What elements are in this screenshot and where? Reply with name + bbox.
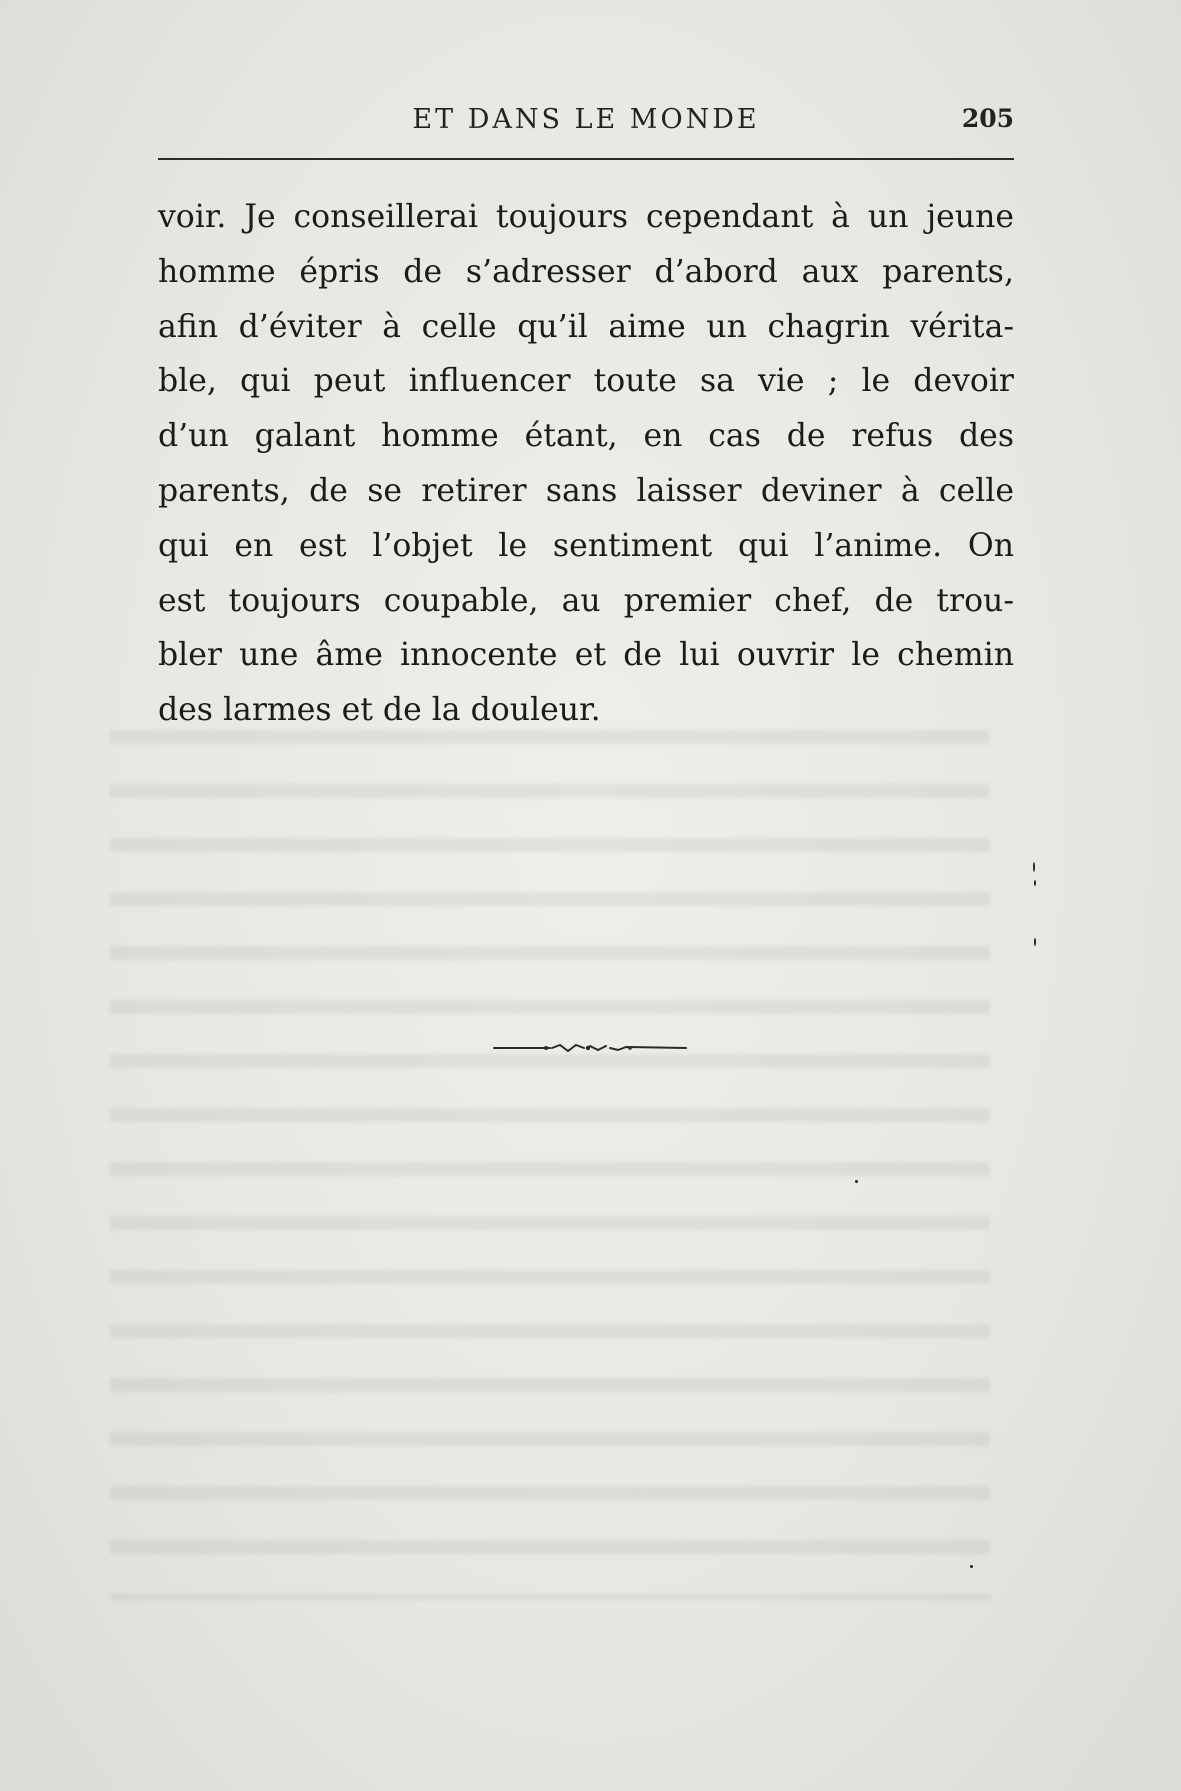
text-line: afin d’éviter à celle qu’il aime un chagrin vérita- bbox=[158, 308, 1014, 345]
paper-speck bbox=[855, 1180, 858, 1183]
paper-speck bbox=[1033, 862, 1035, 872]
body-paragraph bbox=[158, 190, 1014, 738]
text-line: homme épris de s’adresser d’abord aux parents, bbox=[158, 253, 1014, 290]
text-line: qui en est l’objet le sentiment qui l’anime. On bbox=[158, 527, 1014, 564]
running-title: ET DANS LE MONDE bbox=[412, 104, 760, 135]
running-head bbox=[158, 104, 1014, 144]
tailpiece-ornament-icon bbox=[490, 1038, 690, 1058]
text-line: bler une âme innocente et de lui ouvrir le chemin bbox=[158, 637, 1014, 674]
paper-speck bbox=[1034, 938, 1036, 946]
paper-speck bbox=[970, 1565, 973, 1568]
text-line: d’un galant homme étant, en cas de refus des bbox=[158, 418, 1014, 455]
text-line: parents, de se retirer sans laisser deviner à celle bbox=[158, 472, 1014, 509]
text-line: ble, qui peut influencer toute sa vie ; le devoir bbox=[158, 363, 1014, 400]
text-line: des larmes et de la douleur. bbox=[158, 692, 601, 729]
text-line: est toujours coupable, au premier chef, de trou- bbox=[158, 582, 1014, 619]
show-through-text bbox=[110, 700, 990, 1600]
header-rule bbox=[158, 158, 1014, 160]
page-number: 205 bbox=[961, 104, 1014, 133]
text-line: voir. Je conseillerai toujours cependant à un jeune bbox=[158, 199, 1014, 235]
paper-speck bbox=[1034, 880, 1036, 886]
